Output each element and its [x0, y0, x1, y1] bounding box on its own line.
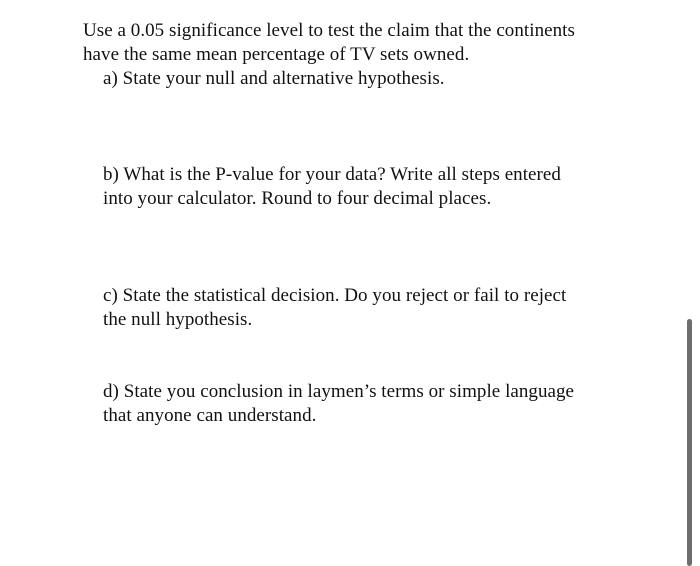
question-c-line-2: the null hypothesis. [103, 309, 253, 330]
vertical-scrollbar[interactable] [687, 319, 692, 566]
question-b-line-1: b) What is the P-value for your data? Write all steps entered [103, 164, 561, 185]
intro-line-1: Use a 0.05 significance level to test the claim that the continents [83, 20, 575, 41]
question-d-line-2: that anyone can understand. [103, 405, 317, 426]
intro-line-2: have the same mean percentage of TV sets owned. [83, 44, 470, 65]
question-a: a) State your null and alternative hypothesis. [103, 68, 445, 89]
question-d-line-1: d) State you conclusion in laymen’s terms or simple language [103, 381, 575, 402]
question-b-line-2: into your calculator. Round to four decimal places. [103, 188, 492, 209]
question-c-line-1: c) State the statistical decision. Do you reject or fail to reject [103, 285, 567, 306]
